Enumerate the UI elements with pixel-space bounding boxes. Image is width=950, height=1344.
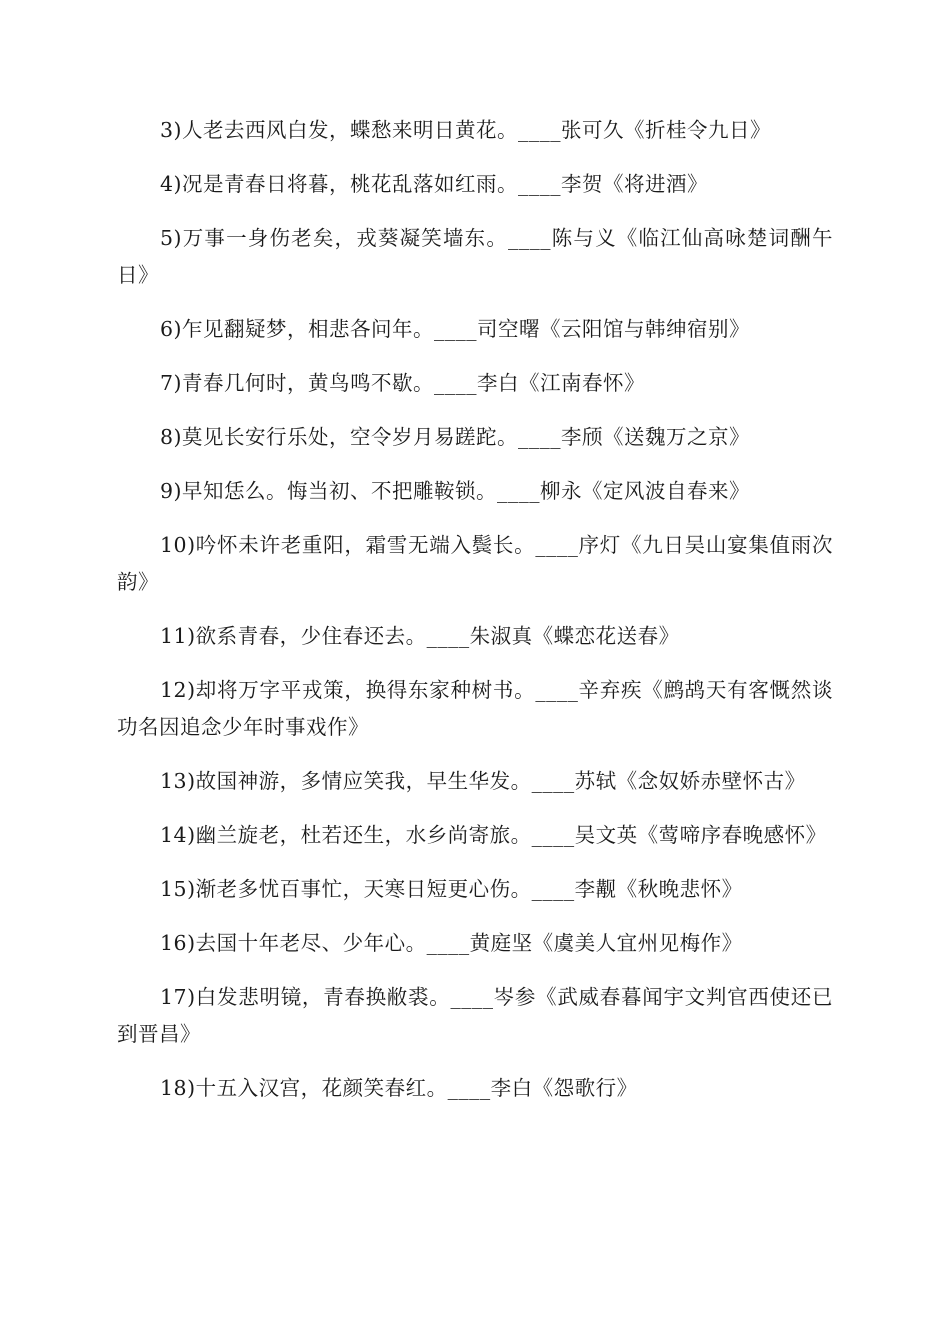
- poem-line-4: 4)况是青春日将暮，桃花乱落如红雨。____李贺《将进酒》: [160, 172, 709, 196]
- poem-line-9: 9)早知恁么。悔当初、不把雕鞍锁。____柳永《定风波自春来》: [160, 479, 751, 503]
- document-body: [117, 112, 833, 1124]
- poem-line-5: 5)万事一身伤老矣，戎葵凝笑墙东。____陈与义《临江仙高咏楚词酬午日》: [117, 226, 833, 287]
- poem-line-12: 12)却将万字平戎策，换得东家种树书。____辛弃疾《鹧鸪天有客慨然谈功名因追念少年时事戏作》: [117, 678, 833, 739]
- poem-line-11: 11)欲系青春，少住春还去。____朱淑真《蝶恋花送春》: [160, 624, 680, 648]
- poem-line-16: 16)去国十年老尽、少年心。____黄庭坚《虞美人宜州见梅作》: [160, 931, 743, 955]
- poem-line-8: 8)莫见长安行乐处，空令岁月易蹉跎。____李颀《送魏万之京》: [160, 425, 751, 449]
- poem-line-14: 14)幽兰旋老，杜若还生，水乡尚寄旅。____吴文英《莺啼序春晚感怀》: [160, 823, 827, 847]
- poem-line-10: 10)吟怀未许老重阳，霜雪无端入鬓长。____序灯《九日吴山宴集值雨次韵》: [117, 533, 833, 594]
- poem-line-3: 3)人老去西风白发，蝶愁来明日黄花。____张可久《折桂令九日》: [160, 118, 772, 142]
- poem-line-17: 17)白发悲明镜，青春换敝裘。____岑参《武威春暮闻宇文判官西使还已到晋昌》: [117, 985, 833, 1046]
- poem-line-7: 7)青春几何时，黄鸟鸣不歇。____李白《江南春怀》: [160, 371, 646, 395]
- poem-line-6: 6)乍见翻疑梦，相悲各问年。____司空曙《云阳馆与韩绅宿别》: [160, 317, 751, 341]
- poem-line-15: 15)渐老多忧百事忙，天寒日短更心伤。____李觏《秋晚悲怀》: [160, 877, 743, 901]
- poem-line-13: 13)故国神游，多情应笑我，早生华发。____苏轼《念奴娇赤壁怀古》: [160, 769, 806, 793]
- poem-line-18: 18)十五入汉宫，花颜笑春红。____李白《怨歌行》: [160, 1076, 638, 1100]
